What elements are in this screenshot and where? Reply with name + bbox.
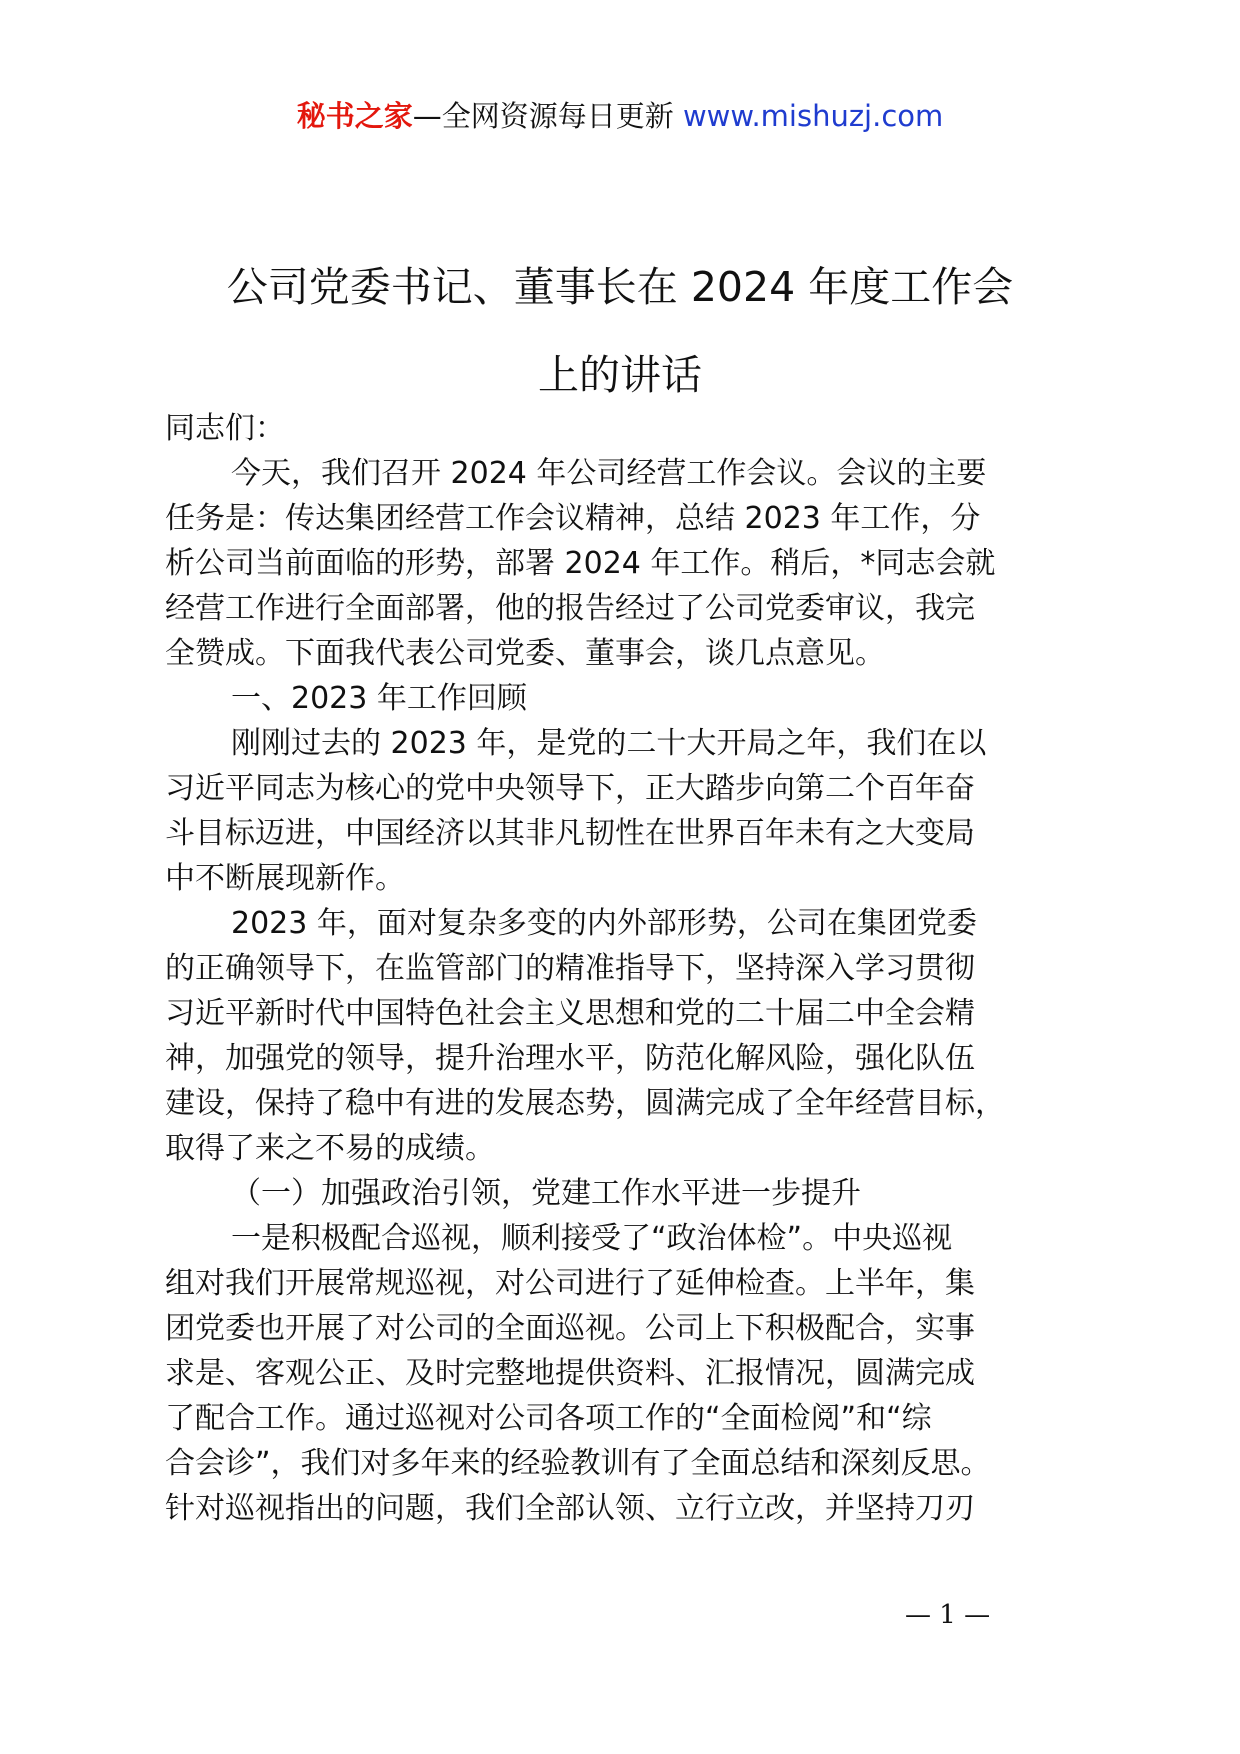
body-line: 今天，我们召开 2024 年公司经营工作会议。会议的主要 bbox=[231, 456, 987, 491]
body-line: 团党委也开展了对公司的全面巡视。公司上下积极配合，实事 bbox=[165, 1311, 975, 1346]
body-line: 经营工作进行全面部署，他的报告经过了公司党委审议，我完 bbox=[165, 591, 975, 626]
site-header bbox=[0, 96, 1240, 136]
body-line: 的正确领导下，在监管部门的精准指导下，坚持深入学习贯彻 bbox=[165, 951, 975, 986]
salutation-line: 同志们： bbox=[165, 411, 285, 446]
body-line: 习近平新时代中国特色社会主义思想和党的二十届二中全会精 bbox=[165, 996, 975, 1031]
body-line: 习近平同志为核心的党中央领导下，正大踏步向第二个百年奋 bbox=[165, 771, 975, 806]
body-line: 合会诊”，我们对多年来的经验教训有了全面总结和深刻反思。 bbox=[165, 1446, 991, 1481]
body-line: 刚刚过去的 2023 年，是党的二十大开局之年，我们在以 bbox=[231, 726, 987, 761]
body-line: 斗目标迈进，中国经济以其非凡韧性在世界百年未有之大变局 bbox=[165, 816, 975, 851]
body-line: 神，加强党的领导，提升治理水平，防范化解风险，强化队伍 bbox=[165, 1041, 975, 1076]
body-line: 中不断展现新作。 bbox=[165, 861, 405, 896]
body-line: 取得了来之不易的成绩。 bbox=[165, 1131, 495, 1166]
brand-name: 秘书之家 bbox=[296, 99, 413, 133]
body-line: 析公司当前面临的形势，部署 2024 年工作。稍后，*同志会就 bbox=[165, 546, 996, 581]
body-line: 任务是：传达集团经营工作会议精神，总结 2023 年工作，分 bbox=[165, 501, 981, 536]
title-line-1: 公司党委书记、董事长在 2024 年度工作会 bbox=[226, 263, 1014, 311]
document-body bbox=[165, 406, 1125, 1531]
body-line: 了配合工作。通过巡视对公司各项工作的“全面检阅”和“综 bbox=[165, 1401, 932, 1436]
body-line: 建设，保持了稳中有进的发展态势，圆满完成了全年经营目标， bbox=[165, 1086, 1005, 1121]
subsection-heading: （一）加强政治引领，党建工作水平进一步提升 bbox=[231, 1176, 861, 1211]
body-line: 一是积极配合巡视，顺利接受了“政治体检”。中央巡视 bbox=[231, 1221, 953, 1256]
page-number: — 1 — bbox=[905, 1600, 991, 1630]
body-line: 2023 年，面对复杂多变的内外部形势，公司在集团党委 bbox=[231, 906, 977, 941]
body-line: 组对我们开展常规巡视，对公司进行了延伸检查。上半年，集 bbox=[165, 1266, 975, 1301]
section-heading: 一、2023 年工作回顾 bbox=[231, 681, 527, 716]
body-line: 全赞成。下面我代表公司党委、董事会，谈几点意见。 bbox=[165, 636, 885, 671]
body-line: 针对巡视指出的问题，我们全部认领、立行立改，并坚持刀刃 bbox=[165, 1491, 975, 1526]
header-slogan: —全网资源每日更新 bbox=[412, 99, 683, 133]
site-url-link[interactable]: www.mishuzj.com bbox=[682, 99, 944, 133]
title-line-2: 上的讲话 bbox=[538, 351, 702, 399]
body-line: 求是、客观公正、及时完整地提供资料、汇报情况，圆满完成 bbox=[165, 1356, 975, 1391]
document-title bbox=[165, 243, 1075, 419]
